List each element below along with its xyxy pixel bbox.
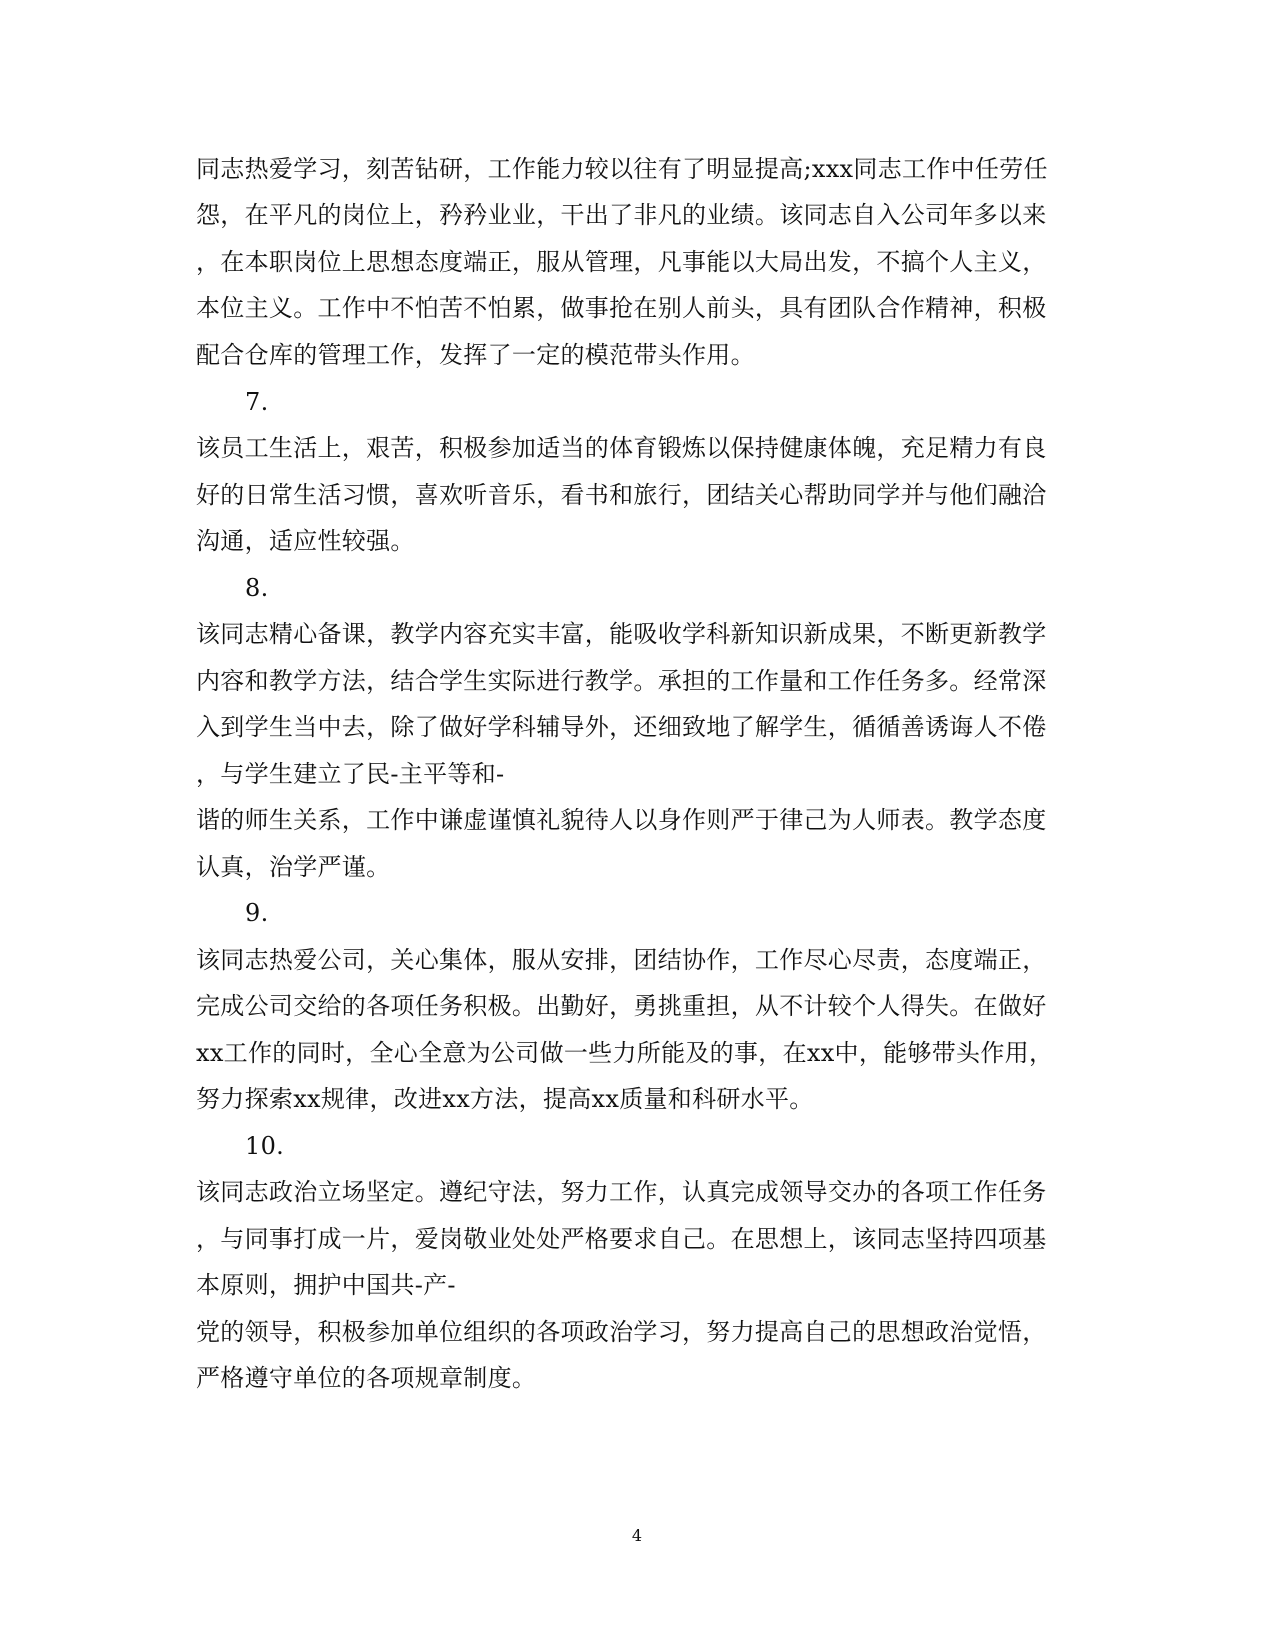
body-text-line: xx工作的同时，全心全意为公司做一些力所能及的事，在xx中，能够带头作用，	[196, 1039, 1054, 1067]
body-text-line: ，与同事打成一片，爱岗敬业处处严格要求自己。在思想上，该同志坚持四项基	[196, 1225, 1047, 1253]
body-text-line: 严格遵守单位的各项规章制度。	[196, 1364, 537, 1392]
body-text-line: 努力探索xx规律，改进xx方法，提高xx质量和科研水平。	[196, 1085, 814, 1113]
body-text-line: ，与学生建立了民-主平等和-	[196, 760, 505, 788]
body-text-line: 完成公司交给的各项任务积极。出勤好，勇挑重担，从不计较个人得失。在做好	[196, 992, 1047, 1020]
item-number-9: 9.	[245, 899, 269, 927]
body-text-line: 党的领导，积极参加单位组织的各项政治学习，努力提高自己的思想政治觉悟，	[196, 1318, 1047, 1346]
body-text-line: 认真，治学严谨。	[196, 853, 391, 881]
page-number: 4	[631, 1526, 643, 1545]
body-text-line: 该同志热爱公司，关心集体，服从安排，团结协作，工作尽心尽责，态度端正，	[196, 946, 1047, 974]
body-text-line: 该同志政治立场坚定。遵纪守法，努力工作，认真完成领导交办的各项工作任务	[196, 1178, 1047, 1206]
body-text-line: 沟通，适应性较强。	[196, 527, 415, 555]
body-text-line: 内容和教学方法，结合学生实际进行教学。承担的工作量和工作任务多。经常深	[196, 667, 1047, 695]
body-text-line: 配合仓库的管理工作，发挥了一定的模范带头作用。	[196, 341, 755, 369]
body-text-line: 该同志精心备课，教学内容充实丰富，能吸收学科新知识新成果，不断更新教学	[196, 620, 1047, 648]
body-text-line: 同志热爱学习，刻苦钻研，工作能力较以往有了明显提高;xxx同志工作中任劳任	[196, 155, 1048, 183]
body-text-line: 本原则，拥护中国共-产-	[196, 1271, 456, 1299]
body-text-line: 该员工生活上，艰苦，积极参加适当的体育锻炼以保持健康体魄，充足精力有良	[196, 434, 1047, 462]
body-text-line: 谐的师生关系，工作中谦虚谨慎礼貌待人以身作则严于律己为人师表。教学态度	[196, 806, 1047, 834]
body-text-line: 入到学生当中去，除了做好学科辅导外，还细致地了解学生，循循善诱诲人不倦	[196, 713, 1047, 741]
body-text-line: ，在本职岗位上思想态度端正，服从管理，凡事能以大局出发，不搞个人主义，	[196, 248, 1047, 276]
item-number-7: 7.	[245, 388, 269, 416]
item-number-10: 10.	[245, 1132, 285, 1160]
body-text-line: 怨，在平凡的岗位上，矜矜业业，干出了非凡的业绩。该同志自入公司年多以来	[196, 201, 1047, 229]
body-text-line: 好的日常生活习惯，喜欢听音乐，看书和旅行，团结关心帮助同学并与他们融洽	[196, 481, 1047, 509]
item-number-8: 8.	[245, 574, 269, 602]
body-text-line: 本位主义。工作中不怕苦不怕累，做事抢在别人前头，具有团队合作精神，积极	[196, 294, 1047, 322]
